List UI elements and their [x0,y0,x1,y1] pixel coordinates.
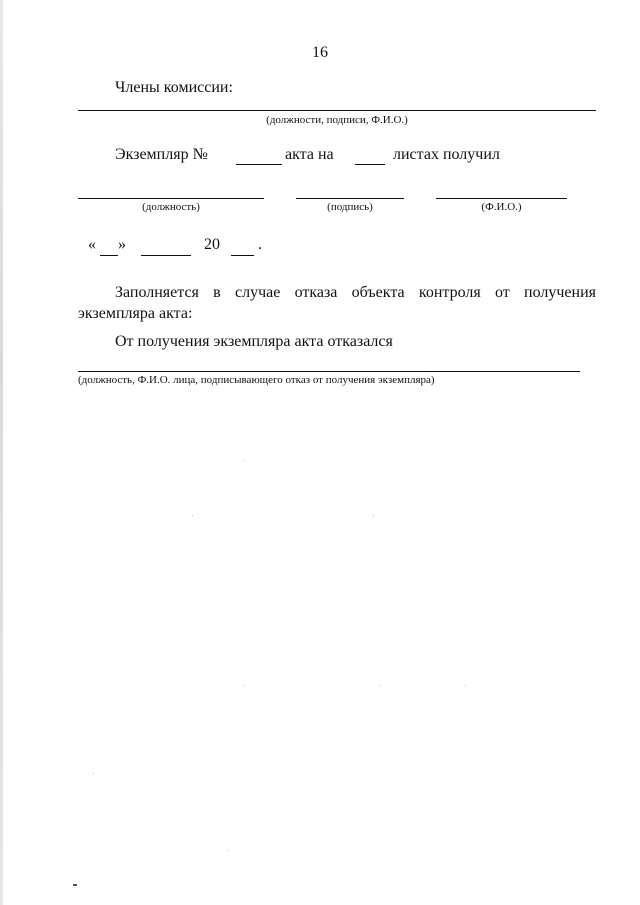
scan-edge [0,0,3,905]
date-day-blank[interactable] [100,255,118,256]
date-open-quote: « [88,236,96,253]
commission-label: Члены комиссии: [115,79,233,96]
date-month-blank[interactable] [141,255,191,256]
scan-speck [244,685,245,686]
position-line[interactable] [78,198,264,199]
refused-text: От получения экземпляра акта отказался [115,333,393,350]
name-line[interactable] [436,198,567,199]
scan-speck [73,884,77,886]
scan-speck [380,685,381,686]
page-number: 16 [312,44,328,61]
name-caption: (Ф.И.О.) [481,201,522,213]
date-year-prefix: 20 [204,236,220,253]
refusal-instruction: Заполняется в случае отказа объекта контроля от получения экземпляра акта: [78,284,596,322]
refusal-caption: (должность, Ф.И.О. лица, подписывающего отказ от получения экземпляра) [78,374,435,386]
position-caption: (должность) [142,201,200,213]
copy-label: Экземпляр № [115,146,208,163]
copy-number-blank[interactable] [236,164,282,165]
scan-speck [228,850,229,851]
sheets-count-blank[interactable] [355,164,385,165]
date-year-blank[interactable] [231,255,254,256]
date-period: . [258,236,262,253]
scan-speck [465,685,466,686]
signature-line[interactable] [296,198,404,199]
commission-caption: (должности, подписи, Ф.И.О.) [266,114,408,126]
signature-caption: (подпись) [327,201,373,213]
commission-signature-line[interactable] [78,110,596,111]
act-on-label: акта на [285,146,334,163]
scan-speck [192,515,193,516]
scan-speck [244,460,245,461]
refusal-signature-line[interactable] [78,371,580,372]
date-close-quote: » [118,236,126,253]
scan-speck [93,773,94,774]
scan-speck [373,515,374,516]
sheets-received-label: листах получил [393,146,500,163]
